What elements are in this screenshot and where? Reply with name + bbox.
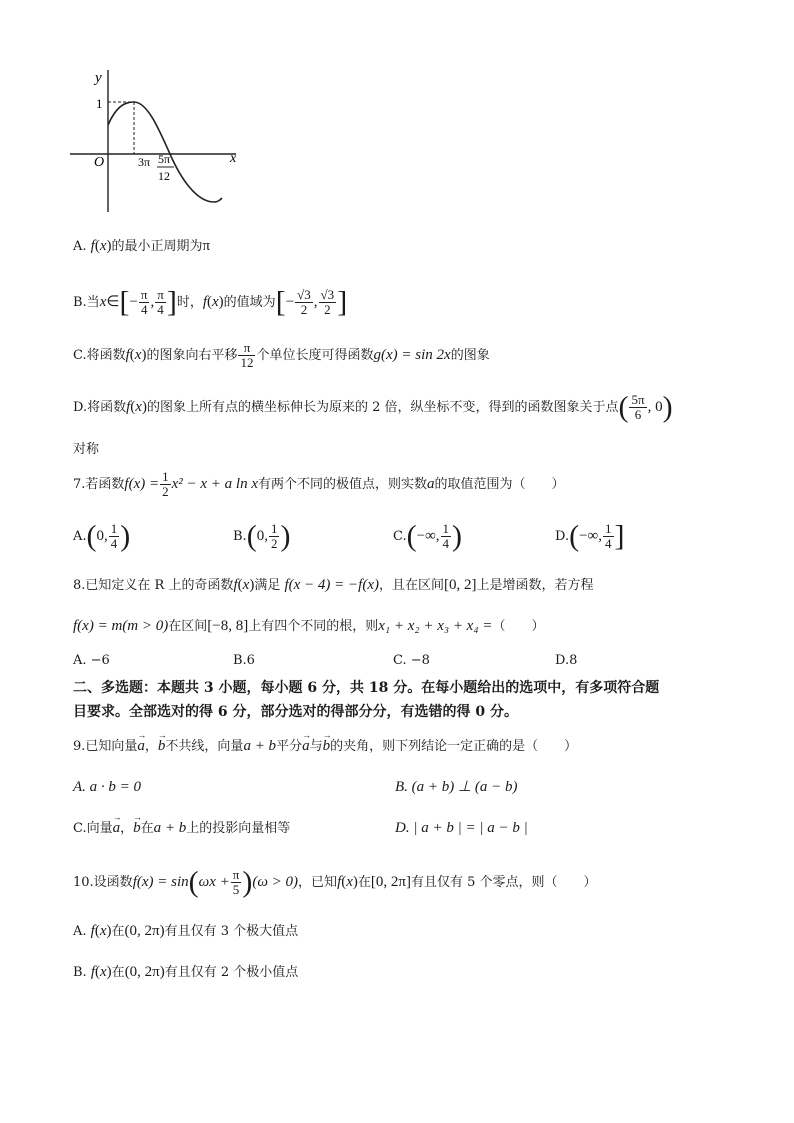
q10-option-b: B. f(x)在(0, 2π)有且仅有 2 个极小值点	[73, 964, 299, 980]
q9-option-b: B. (a + b) ⊥ (a − b)	[395, 779, 518, 795]
tick2-den: 12	[158, 169, 170, 183]
q9-option-c: C.向量→ a，→ b在a + b上的投影向量相等	[73, 818, 290, 839]
q9-option-d: D. | a + b | = | a − b |	[395, 820, 528, 836]
q8-option-c: C. −8	[393, 653, 430, 668]
q6-option-c: C.将函数f(x)的图象向右平移 $\frac{\pi}{12}$ 个单位长度可得函数g(x) = sin 2x的图象	[73, 340, 490, 370]
q8-option-d: D.8	[555, 653, 578, 668]
q8-option-b: B.6	[233, 653, 255, 668]
q6-option-b: B.当x∈[− $\frac{\pi}{4}$ , $\frac{\pi}{4}$ ]时，f(x)的值域为[− $\frac{√3}{2}$ , $\frac{√3}{2}$ ]	[73, 285, 348, 319]
x-axis-label: x	[230, 151, 237, 166]
tick1-label: 3π	[138, 155, 151, 169]
q7-option-d: D.(−∞, $\frac{1}{4}$ ]	[555, 519, 625, 553]
q6-option-d: D.将函数f(x)的图象上所有点的横坐标伸长为原来的 2 倍，纵坐标不变，得到的函数图象关于点( $\frac{5\pi}{6}$ , 0)	[73, 390, 673, 424]
section2-heading-line2: 目要求。全部选对的得 6 分，部分选对的得部分分，有选错的得 0 分。	[73, 704, 518, 720]
q7-option-c: C.(−∞, $\frac{1}{4}$ )	[393, 519, 463, 553]
q7-option-b: B.(0, $\frac{1}{2}$ )	[233, 519, 291, 553]
q7-option-a: A.(0, $\frac{1}{4}$ )	[73, 519, 131, 553]
q8-stem-line1: 8.已知定义在 R 上的奇函数f(x)满足 f(x − 4) = −f(x)，且在区间[0, 2]上是增函数，若方程	[73, 577, 594, 593]
y-axis-label: y	[95, 70, 102, 86]
q10-option-a: A. f(x)在(0, 2π)有且仅有 3 个极大值点	[73, 923, 299, 939]
q9-stem: 9.已知向量→ a，→ b不共线，向量a + b平分→ a与→ b的夹角，则下列结论一定正确的是（ ）	[73, 736, 577, 757]
q8-stem-line2: f(x) = m(m > 0)在区间[−8, 8]上有四个不同的根，则x₁ + x₂ + x₃ + x₄ =（ ）	[73, 618, 545, 634]
q9-option-a: A. a · b = 0	[73, 779, 142, 795]
origin-label: O	[94, 155, 105, 170]
q6-option-a: A. f(x)的最小正周期为π	[73, 238, 211, 254]
q10-stem: 10.设函数f(x) = sin(ωx + $\frac{\pi}{5}$ )(ω > 0)，已知f(x)在[0, 2π]有且仅有 5 个零点，则（ ）	[73, 865, 597, 899]
section2-heading-line1: 二、多选题：本题共 3 小题，每小题 6 分，共 18 分。在每小题给出的选项中，有多项符合题	[73, 680, 660, 696]
tick2-num: 5π	[158, 152, 171, 166]
sine-graph	[68, 62, 258, 222]
q8-option-a: A. −6	[73, 653, 110, 668]
q6-option-d-cont: 对称	[73, 442, 100, 457]
peak-label: 1	[96, 96, 103, 111]
q7-stem: 7.若函数f(x) = $\frac{1}{2}$ x² − x + a ln x有两个不同的极值点，则实数a的取值范围为（ ）	[73, 469, 565, 499]
